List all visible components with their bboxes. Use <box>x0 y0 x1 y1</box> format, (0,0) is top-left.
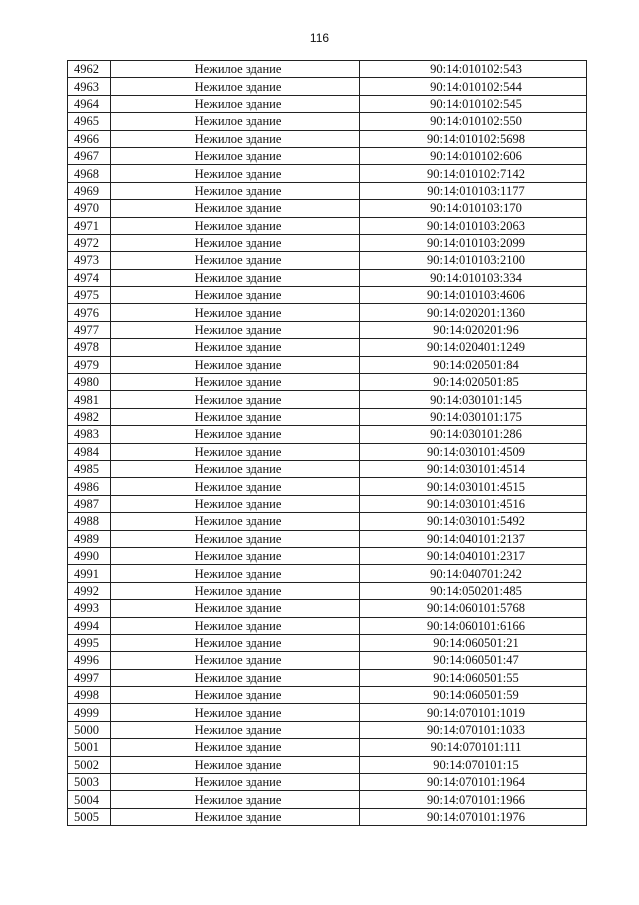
table-row <box>68 443 587 460</box>
object-type: Нежилое здание <box>111 774 360 791</box>
cadastral-number: 90:14:050201:485 <box>360 582 587 599</box>
row-number: 5004 <box>68 791 111 808</box>
table-row <box>68 408 587 425</box>
cadastral-number: 90:14:010103:2063 <box>360 217 587 234</box>
cadastral-number: 90:14:010103:1177 <box>360 182 587 199</box>
row-number: 4969 <box>68 182 111 199</box>
row-number: 4992 <box>68 582 111 599</box>
row-number: 4999 <box>68 704 111 721</box>
object-type: Нежилое здание <box>111 234 360 251</box>
row-number: 4983 <box>68 426 111 443</box>
table-row <box>68 304 587 321</box>
row-number: 5002 <box>68 756 111 773</box>
table-row <box>68 182 587 199</box>
object-type: Нежилое здание <box>111 339 360 356</box>
row-number: 4972 <box>68 234 111 251</box>
table-row <box>68 669 587 686</box>
object-type: Нежилое здание <box>111 304 360 321</box>
cadastral-number: 90:14:060501:21 <box>360 634 587 651</box>
cadastral-number: 90:14:010103:2100 <box>360 252 587 269</box>
object-type: Нежилое здание <box>111 704 360 721</box>
table-row <box>68 460 587 477</box>
object-type: Нежилое здание <box>111 756 360 773</box>
table-row <box>68 495 587 512</box>
object-type: Нежилое здание <box>111 669 360 686</box>
table-row <box>68 478 587 495</box>
object-type: Нежилое здание <box>111 217 360 234</box>
object-type: Нежилое здание <box>111 443 360 460</box>
table-row <box>68 634 587 651</box>
table-row <box>68 426 587 443</box>
table-row <box>68 704 587 721</box>
cadastral-number: 90:14:070101:1019 <box>360 704 587 721</box>
cadastral-number: 90:14:060501:55 <box>360 669 587 686</box>
object-type: Нежилое здание <box>111 61 360 78</box>
cadastral-number: 90:14:010103:170 <box>360 200 587 217</box>
object-type: Нежилое здание <box>111 408 360 425</box>
table-row <box>68 739 587 756</box>
row-number: 5000 <box>68 721 111 738</box>
cadastral-number: 90:14:070101:1033 <box>360 721 587 738</box>
object-type: Нежилое здание <box>111 547 360 564</box>
object-type: Нежилое здание <box>111 721 360 738</box>
cadastral-number: 90:14:020501:85 <box>360 374 587 391</box>
table-row <box>68 217 587 234</box>
object-type: Нежилое здание <box>111 356 360 373</box>
row-number: 4986 <box>68 478 111 495</box>
object-type: Нежилое здание <box>111 687 360 704</box>
object-type: Нежилое здание <box>111 113 360 130</box>
cadastral-number: 90:14:010102:545 <box>360 95 587 112</box>
cadastral-number: 90:14:010103:334 <box>360 269 587 286</box>
cadastral-number: 90:14:060101:5768 <box>360 600 587 617</box>
cadastral-number: 90:14:010102:543 <box>360 61 587 78</box>
row-number: 4994 <box>68 617 111 634</box>
row-number: 4991 <box>68 565 111 582</box>
table-row <box>68 721 587 738</box>
cadastral-number: 90:14:010102:606 <box>360 147 587 164</box>
cadastral-number: 90:14:010103:4606 <box>360 287 587 304</box>
table-row <box>68 756 587 773</box>
table-row <box>68 339 587 356</box>
row-number: 4997 <box>68 669 111 686</box>
table-row <box>68 269 587 286</box>
cadastral-number: 90:14:070101:111 <box>360 739 587 756</box>
table-row <box>68 808 587 825</box>
cadastral-number: 90:14:010103:2099 <box>360 234 587 251</box>
row-number: 5001 <box>68 739 111 756</box>
table-row <box>68 617 587 634</box>
cadastral-number: 90:14:040101:2317 <box>360 547 587 564</box>
row-number: 4978 <box>68 339 111 356</box>
object-type: Нежилое здание <box>111 791 360 808</box>
cadastral-number: 90:14:030101:145 <box>360 391 587 408</box>
cadastral-number: 90:14:030101:286 <box>360 426 587 443</box>
table-row <box>68 252 587 269</box>
table-row <box>68 513 587 530</box>
object-type: Нежилое здание <box>111 739 360 756</box>
table-row <box>68 582 587 599</box>
object-type: Нежилое здание <box>111 600 360 617</box>
object-type: Нежилое здание <box>111 321 360 338</box>
object-type: Нежилое здание <box>111 182 360 199</box>
object-type: Нежилое здание <box>111 530 360 547</box>
object-type: Нежилое здание <box>111 130 360 147</box>
row-number: 4966 <box>68 130 111 147</box>
row-number: 4970 <box>68 200 111 217</box>
cadastral-number: 90:14:030101:5492 <box>360 513 587 530</box>
cadastral-number: 90:14:070101:1966 <box>360 791 587 808</box>
object-type: Нежилое здание <box>111 617 360 634</box>
table-row <box>68 165 587 182</box>
row-number: 4962 <box>68 61 111 78</box>
row-number: 4976 <box>68 304 111 321</box>
table-row <box>68 321 587 338</box>
object-type: Нежилое здание <box>111 391 360 408</box>
object-type: Нежилое здание <box>111 582 360 599</box>
table-row <box>68 78 587 95</box>
row-number: 4967 <box>68 147 111 164</box>
object-type: Нежилое здание <box>111 165 360 182</box>
cadastral-number: 90:14:020201:96 <box>360 321 587 338</box>
cadastral-number: 90:14:040701:242 <box>360 565 587 582</box>
row-number: 5003 <box>68 774 111 791</box>
cadastral-number: 90:14:070101:15 <box>360 756 587 773</box>
row-number: 4982 <box>68 408 111 425</box>
cadastral-number: 90:14:060501:59 <box>360 687 587 704</box>
cadastral-number: 90:14:010102:544 <box>360 78 587 95</box>
cadastral-number: 90:14:070101:1976 <box>360 808 587 825</box>
cadastral-number: 90:14:010102:550 <box>360 113 587 130</box>
cadastral-number: 90:14:060501:47 <box>360 652 587 669</box>
table-row <box>68 61 587 78</box>
row-number: 4996 <box>68 652 111 669</box>
row-number: 4993 <box>68 600 111 617</box>
row-number: 4981 <box>68 391 111 408</box>
table-row <box>68 391 587 408</box>
object-type: Нежилое здание <box>111 808 360 825</box>
object-type: Нежилое здание <box>111 95 360 112</box>
object-type: Нежилое здание <box>111 460 360 477</box>
object-type: Нежилое здание <box>111 78 360 95</box>
row-number: 4980 <box>68 374 111 391</box>
object-type: Нежилое здание <box>111 147 360 164</box>
row-number: 4988 <box>68 513 111 530</box>
row-number: 4974 <box>68 269 111 286</box>
row-number: 4977 <box>68 321 111 338</box>
object-type: Нежилое здание <box>111 426 360 443</box>
table-row <box>68 565 587 582</box>
table-row <box>68 130 587 147</box>
registry-table-body <box>68 61 587 826</box>
cadastral-number: 90:14:030101:175 <box>360 408 587 425</box>
row-number: 4968 <box>68 165 111 182</box>
table-row <box>68 356 587 373</box>
object-type: Нежилое здание <box>111 200 360 217</box>
table-row <box>68 374 587 391</box>
row-number: 4989 <box>68 530 111 547</box>
row-number: 4985 <box>68 460 111 477</box>
cadastral-number: 90:14:010102:7142 <box>360 165 587 182</box>
row-number: 4971 <box>68 217 111 234</box>
object-type: Нежилое здание <box>111 269 360 286</box>
table-row <box>68 652 587 669</box>
registry-table <box>67 60 587 826</box>
table-row <box>68 530 587 547</box>
row-number: 4998 <box>68 687 111 704</box>
table-row <box>68 200 587 217</box>
object-type: Нежилое здание <box>111 478 360 495</box>
row-number: 4965 <box>68 113 111 130</box>
cadastral-number: 90:14:060101:6166 <box>360 617 587 634</box>
table-row <box>68 234 587 251</box>
object-type: Нежилое здание <box>111 374 360 391</box>
row-number: 4984 <box>68 443 111 460</box>
cadastral-number: 90:14:020401:1249 <box>360 339 587 356</box>
page-number: 116 <box>309 31 330 45</box>
table-row <box>68 287 587 304</box>
table-row <box>68 547 587 564</box>
table-row <box>68 147 587 164</box>
row-number: 4995 <box>68 634 111 651</box>
row-number: 4973 <box>68 252 111 269</box>
table-row <box>68 95 587 112</box>
table-row <box>68 113 587 130</box>
object-type: Нежилое здание <box>111 513 360 530</box>
object-type: Нежилое здание <box>111 252 360 269</box>
table-row <box>68 791 587 808</box>
row-number: 4975 <box>68 287 111 304</box>
object-type: Нежилое здание <box>111 634 360 651</box>
cadastral-number: 90:14:070101:1964 <box>360 774 587 791</box>
row-number: 4979 <box>68 356 111 373</box>
object-type: Нежилое здание <box>111 495 360 512</box>
cadastral-number: 90:14:010102:5698 <box>360 130 587 147</box>
object-type: Нежилое здание <box>111 565 360 582</box>
row-number: 4963 <box>68 78 111 95</box>
row-number: 4990 <box>68 547 111 564</box>
object-type: Нежилое здание <box>111 287 360 304</box>
table-row <box>68 600 587 617</box>
cadastral-number: 90:14:020201:1360 <box>360 304 587 321</box>
cadastral-number: 90:14:030101:4516 <box>360 495 587 512</box>
row-number: 4964 <box>68 95 111 112</box>
cadastral-number: 90:14:030101:4514 <box>360 460 587 477</box>
table-row <box>68 774 587 791</box>
object-type: Нежилое здание <box>111 652 360 669</box>
row-number: 4987 <box>68 495 111 512</box>
cadastral-number: 90:14:020501:84 <box>360 356 587 373</box>
cadastral-number: 90:14:040101:2137 <box>360 530 587 547</box>
row-number: 5005 <box>68 808 111 825</box>
cadastral-number: 90:14:030101:4509 <box>360 443 587 460</box>
table-row <box>68 687 587 704</box>
cadastral-number: 90:14:030101:4515 <box>360 478 587 495</box>
